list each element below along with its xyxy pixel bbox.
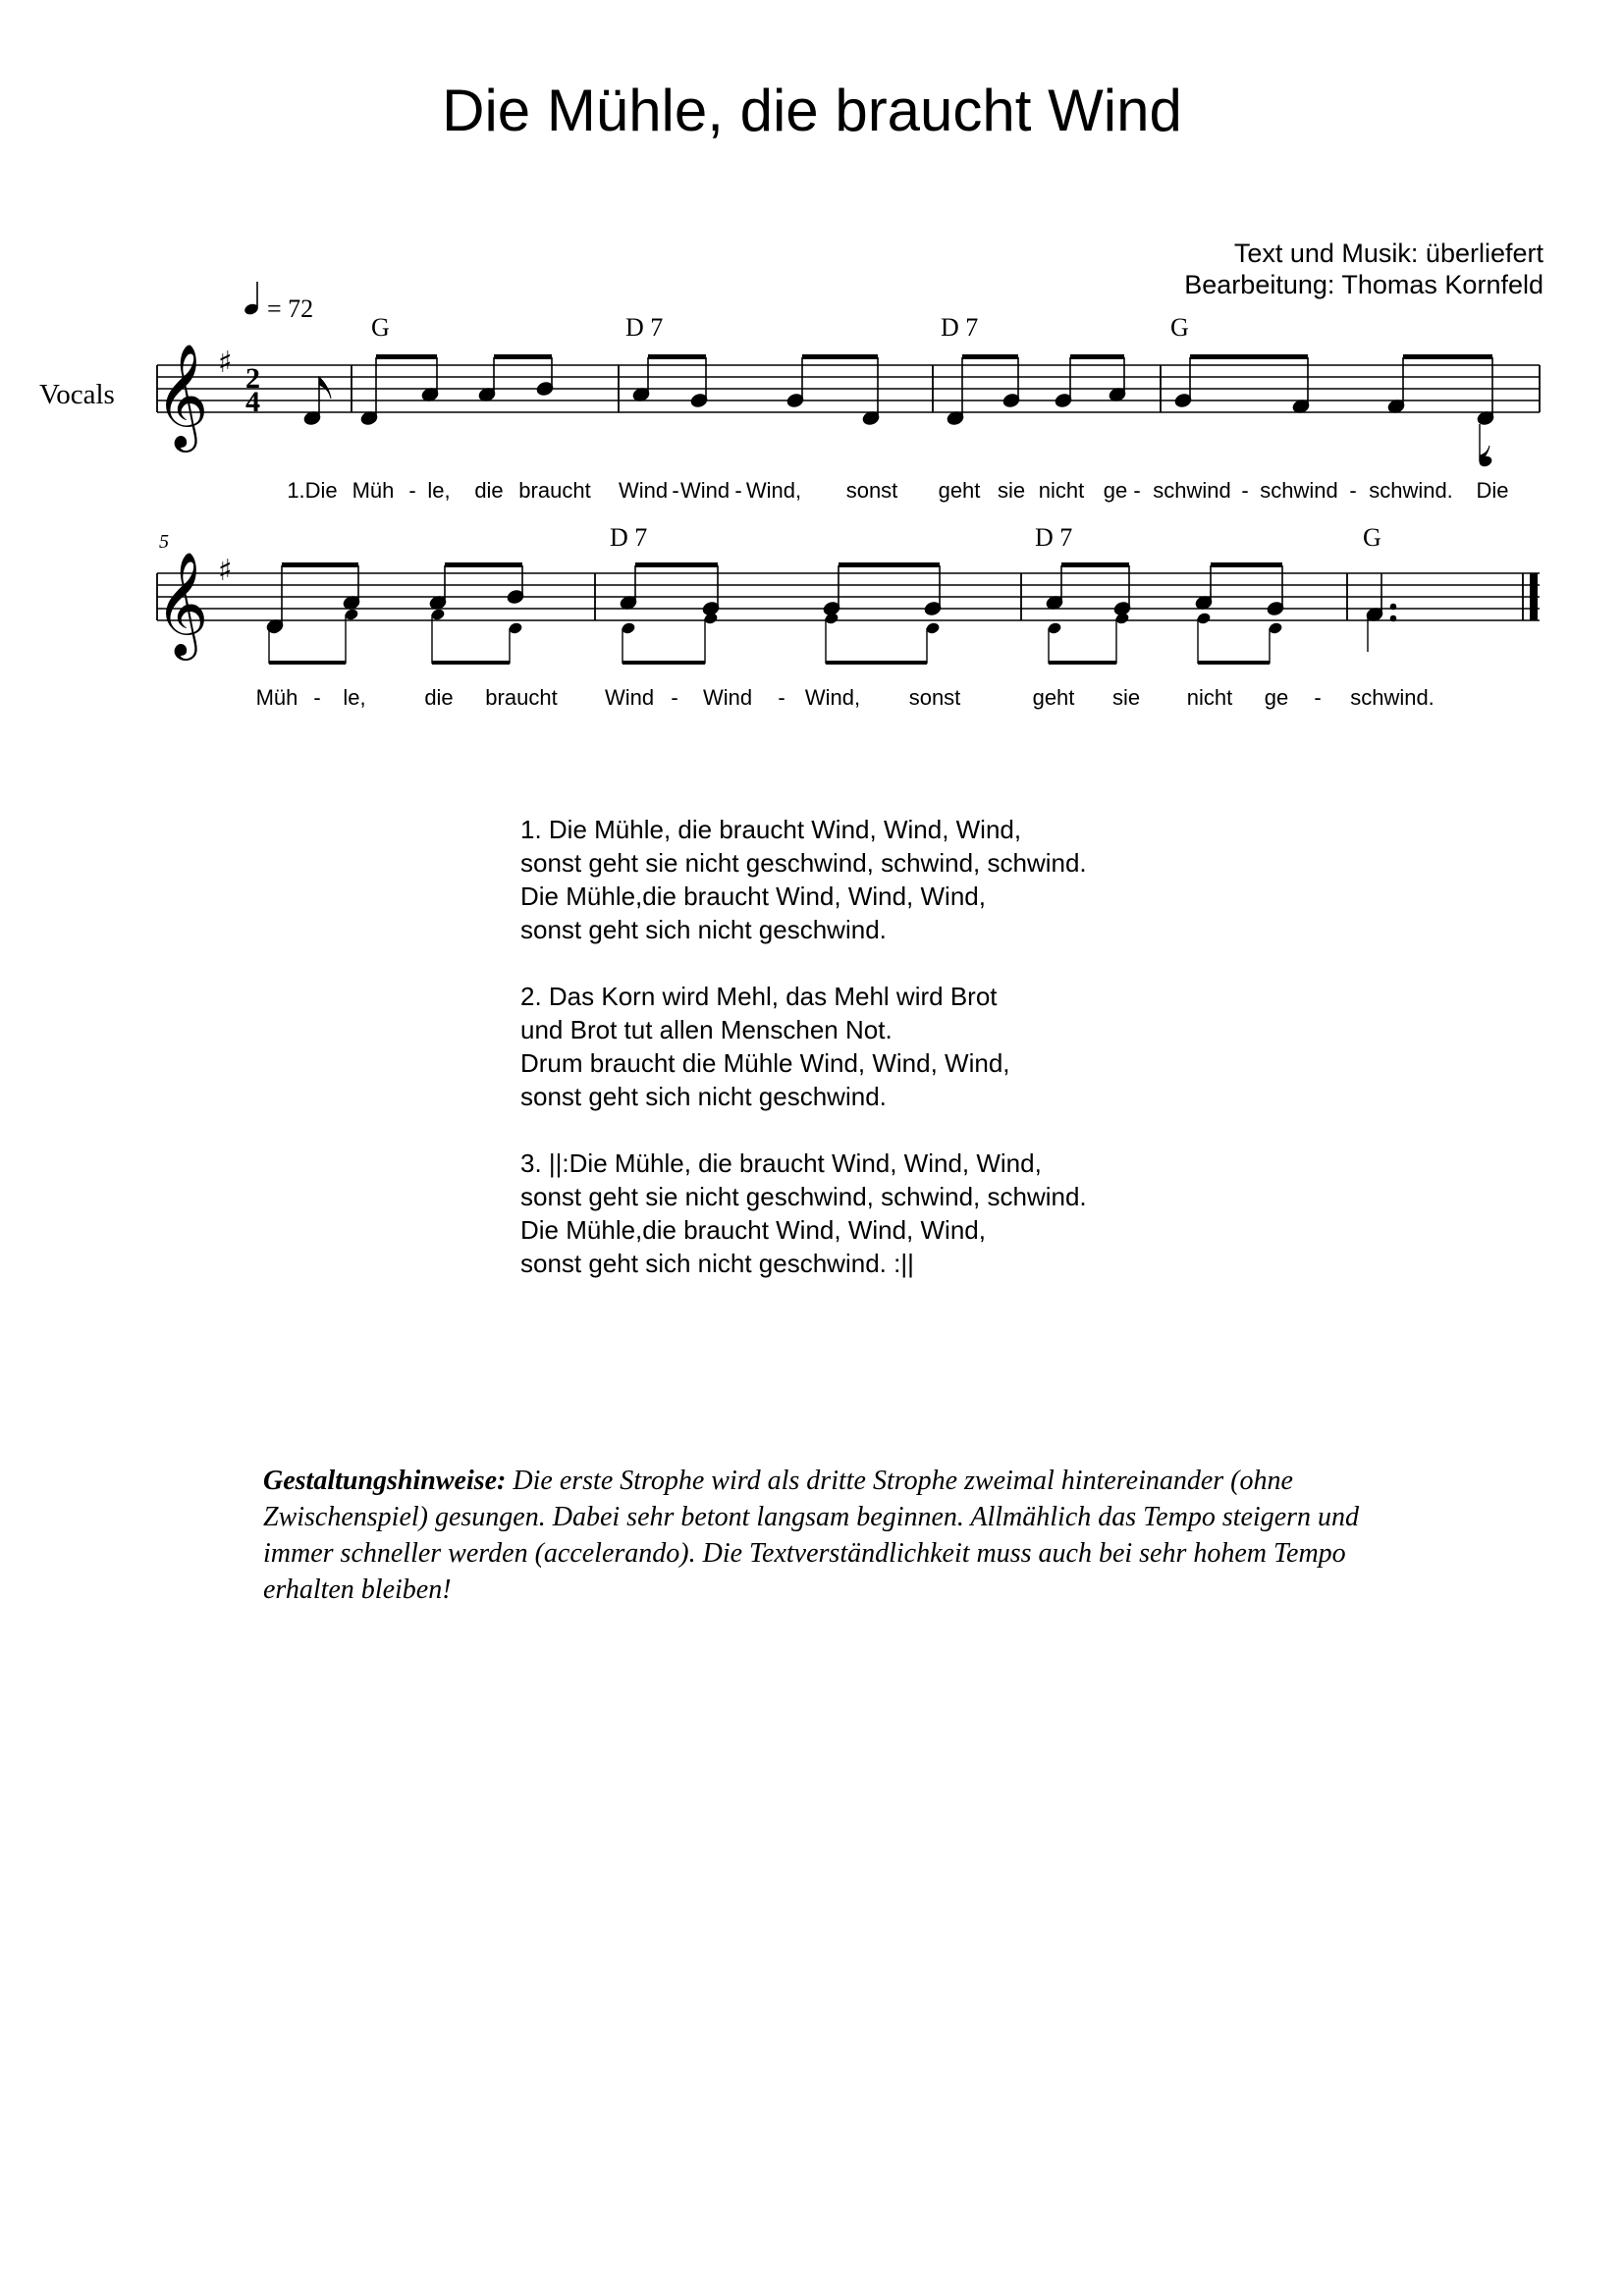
tempo-value: = 72 (267, 294, 314, 323)
verses-block (520, 813, 1087, 1313)
chord-symbol: G (1363, 523, 1381, 552)
lyrics-system-1 (287, 478, 1508, 503)
chord-symbol: G (371, 313, 390, 342)
chord-symbol: G (1170, 313, 1189, 342)
chord-symbol: D 7 (610, 523, 648, 552)
verse-3 (520, 1147, 1087, 1280)
lyric-syllable: Wind (702, 685, 753, 710)
final-barline (1530, 573, 1538, 620)
notes-system-2 (265, 562, 1395, 665)
staff-lines (157, 365, 1540, 412)
verse-1 (520, 813, 1087, 946)
augmentation-dot (1390, 615, 1396, 621)
tempo-mark (244, 282, 313, 323)
note-flag (319, 377, 331, 399)
lyric-hyphen: - (778, 685, 785, 710)
performance-notes (263, 1463, 1402, 1608)
system-1 (157, 365, 1540, 412)
lyric-syllable: schwind. (1369, 478, 1453, 503)
verse-line: 3. ||:Die Mühle, die braucht Wind, Wind, Wind, (520, 1148, 1042, 1178)
lyric-syllable: die (474, 478, 504, 503)
lyric-syllable: Wind (604, 685, 655, 710)
lyric-syllable: le, (427, 478, 451, 503)
lyric-hyphen: - (313, 685, 321, 710)
lyric-syllable: schwind. (1350, 685, 1435, 710)
lyric-hyphen: - (1133, 478, 1141, 503)
lyric-syllable: nicht (1186, 685, 1233, 710)
lyric-syllable: le, (343, 685, 366, 710)
notes-label: Gestaltungshinweise: (263, 1466, 507, 1496)
verse-line: sonst geht sich nicht geschwind. (520, 915, 887, 944)
treble-clef-icon: 𝄞 (155, 343, 209, 448)
verse-line: Die Mühle,die braucht Wind, Wind, Wind, (520, 1215, 986, 1245)
measure-number: 5 (159, 531, 169, 553)
lyric-hyphen: - (1349, 478, 1357, 503)
lyric-syllable: sie (997, 478, 1026, 503)
lyric-syllable: schwind (1260, 478, 1338, 503)
verse-line: Drum braucht die Mühle Wind, Wind, Wind, (520, 1048, 1010, 1078)
instrument-name: Vocals (39, 379, 115, 410)
lyric-syllable: Wind (618, 478, 669, 503)
verse-line: sonst geht sie nicht geschwind, schwind, schwind. (520, 1182, 1087, 1211)
verse-line: 1. Die Mühle, die braucht Wind, Wind, Wind, (520, 815, 1022, 844)
lyric-hyphen: - (734, 478, 742, 503)
augmentation-dot (1390, 604, 1396, 610)
verse-line: Die Mühle,die braucht Wind, Wind, Wind, (520, 881, 986, 911)
lyric-syllable: sonst (845, 478, 898, 503)
lyric-syllable: braucht (485, 685, 558, 710)
lyric-hyphen: - (408, 478, 416, 503)
lyric-hyphen: - (1314, 685, 1322, 710)
notes-text: Die erste Strophe wird als dritte Strophe zweimal hintereinander (ohne Zwischenspiel) gesungen. Dabei sehr betont langsam beginnen. Allmählich das Tempo steigern und immer schneller werden (accelerando). Die Textverständlichkeit muss auch bei sehr hohem Tempo erhalten bleiben! (263, 1466, 1360, 1605)
verse-line: sonst geht sich nicht geschwind. :|| (520, 1249, 914, 1278)
lyric-syllable: schwind (1153, 478, 1231, 503)
lyric-syllable: Wind (679, 478, 731, 503)
chord-symbol: D 7 (941, 313, 979, 342)
music-score (0, 0, 1624, 746)
lyric-syllable: nicht (1038, 478, 1085, 503)
page-title: Die Mühle, die braucht Wind (442, 78, 1182, 143)
lyric-syllable: ge (1264, 685, 1289, 710)
time-signature-bottom: 4 (245, 386, 260, 418)
lyric-syllable: Wind, (804, 685, 861, 710)
treble-clef-icon: 𝄞 (155, 551, 209, 656)
notes-system-1 (302, 354, 1494, 467)
lyric-syllable: Die (1476, 478, 1509, 503)
time-signature-top: 2 (245, 362, 260, 395)
credit-arrangement: Bearbeitung: Thomas Kornfeld (1184, 270, 1543, 299)
lyric-hyphen: - (672, 478, 679, 503)
lyric-syllable: Müh (255, 685, 298, 710)
lyric-syllable: sonst (908, 685, 961, 710)
lyric-syllable: 1.Die (287, 478, 338, 503)
lyric-hyphen: - (1241, 478, 1249, 503)
lyric-syllable: Wind, (745, 478, 802, 503)
credit-text-music: Text und Musik: überliefert (1233, 239, 1543, 268)
verse-2 (520, 980, 1087, 1113)
lyric-syllable: Müh (352, 478, 395, 503)
verse-line: sonst geht sie nicht geschwind, schwind, schwind. (520, 848, 1087, 878)
verse-line: und Brot tut allen Menschen Not. (520, 1015, 893, 1044)
verse-line: 2. Das Korn wird Mehl, das Mehl wird Brot (520, 982, 998, 1011)
sharp-icon: ♯ (218, 346, 233, 380)
system-2 (157, 573, 1540, 620)
verse-line: sonst geht sich nicht geschwind. (520, 1082, 887, 1111)
chord-symbol: D 7 (625, 313, 664, 342)
staff-lines (157, 573, 1540, 620)
lyric-syllable: sie (1111, 685, 1141, 710)
lyric-hyphen: - (671, 685, 678, 710)
lyrics-system-2 (256, 685, 1435, 710)
lyric-syllable: die (424, 685, 454, 710)
chord-symbol: D 7 (1035, 523, 1073, 552)
lyric-syllable: braucht (518, 478, 591, 503)
lyric-syllable: geht (1032, 685, 1075, 710)
lyric-syllable: ge (1103, 478, 1128, 503)
lyric-syllable: geht (938, 478, 981, 503)
sharp-icon: ♯ (218, 554, 233, 588)
